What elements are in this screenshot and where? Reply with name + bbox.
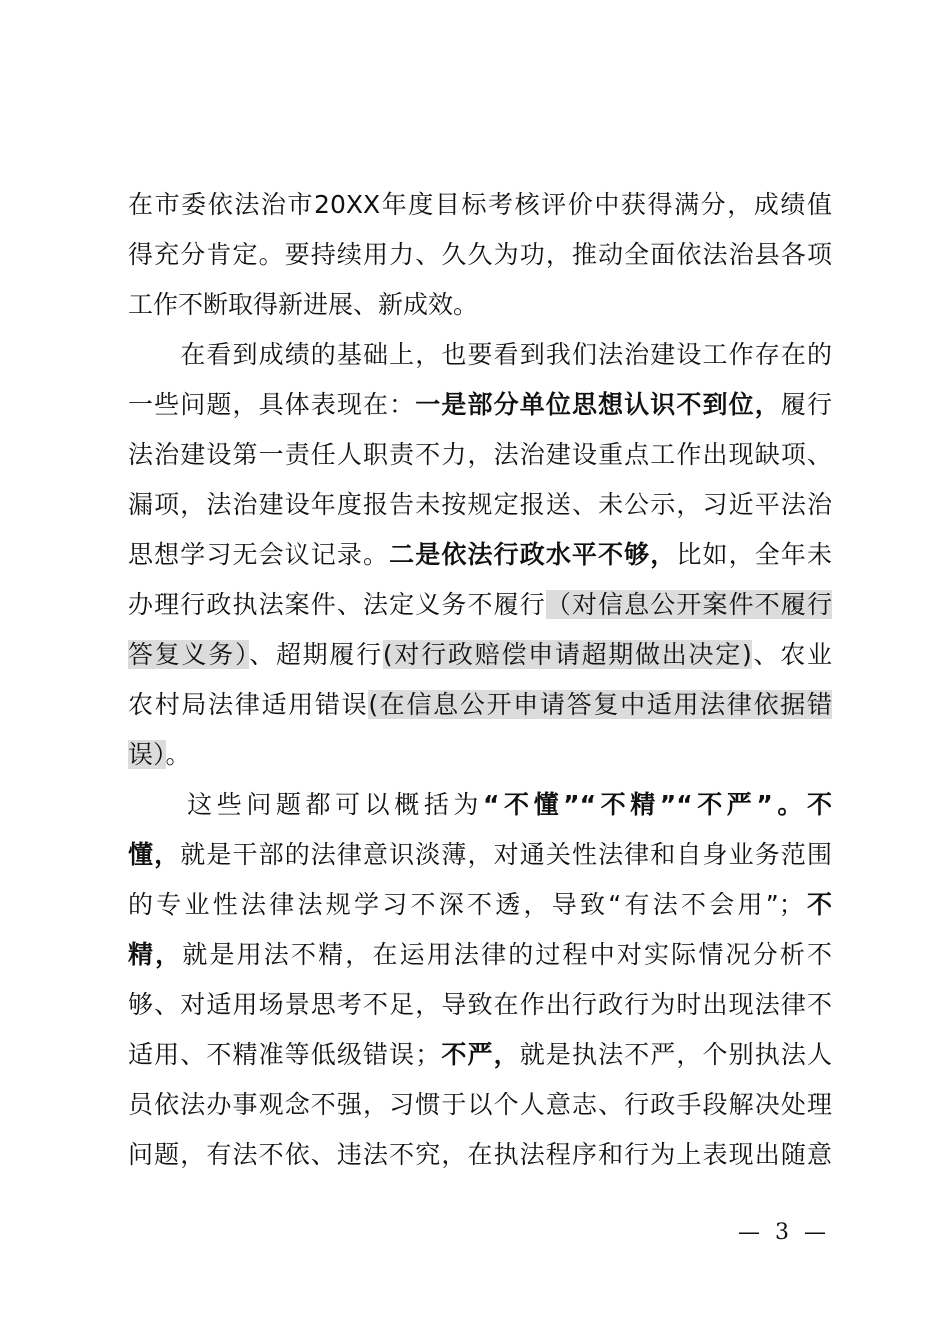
text-segment: 的专业性法律法规学习不深不透，导致“有法不会用”； bbox=[128, 890, 804, 919]
text-segment: 问题，有法不依、违法不究，在执法程序和行为上表现出随意 bbox=[128, 1140, 832, 1169]
highlighted-text: （对信息公开案件不履行 bbox=[545, 590, 832, 619]
text-line bbox=[128, 230, 832, 280]
highlighted-text: 答复义务） bbox=[128, 640, 250, 669]
text-line bbox=[128, 280, 832, 330]
text-line bbox=[128, 380, 832, 430]
text-line bbox=[128, 480, 832, 530]
text-segment: 就是执法不严，个别执法人 bbox=[519, 1040, 832, 1069]
text-line bbox=[128, 330, 832, 380]
bold-text: 精， bbox=[128, 940, 183, 969]
text-line bbox=[128, 180, 832, 230]
text-line bbox=[128, 1080, 832, 1130]
bold-text: 一是部分单位思想认识不到位， bbox=[415, 390, 781, 419]
text-line bbox=[128, 830, 832, 880]
text-segment: 够、对适用场景思考不足，导致在作出行政行为时出现法律不 bbox=[128, 990, 832, 1019]
bold-text: 不严， bbox=[440, 1040, 520, 1069]
text-line bbox=[128, 730, 832, 780]
text-segment: 得充分肯定。要持续用力、久久为功，推动全面依法治县各项 bbox=[128, 240, 832, 269]
text-segment: 这些问题都可以概括为 bbox=[128, 790, 483, 819]
text-segment: 办理行政执法案件、法定义务不履行 bbox=[128, 590, 546, 619]
text-segment: 在市委依法治市20XX年度目标考核评价中获得满分，成绩值 bbox=[128, 190, 832, 219]
text-line bbox=[128, 530, 832, 580]
text-line bbox=[128, 430, 832, 480]
highlighted-text: (对行政赔偿申请超期做出决定) bbox=[382, 640, 752, 669]
text-segment: 农村局法律适用错误 bbox=[128, 690, 369, 719]
bold-text: “不懂”“不精”“不严”。不 bbox=[483, 790, 832, 819]
text-line bbox=[128, 580, 832, 630]
text-segment: 适用、不精准等低级错误； bbox=[128, 1040, 441, 1069]
page-number: — 3 — bbox=[738, 1220, 830, 1245]
text-segment: 比如，全年未 bbox=[676, 540, 832, 569]
text-segment: 就是用法不精，在运用法律的过程中对实际情况分析不 bbox=[182, 940, 832, 969]
bold-text: 不 bbox=[803, 890, 832, 919]
text-segment: 员依法办事观念不强，习惯于以个人意志、行政手段解决处理 bbox=[128, 1090, 832, 1119]
document-body bbox=[128, 180, 832, 1180]
highlighted-text: (在信息公开申请答复中适用法律依据错 bbox=[368, 690, 832, 719]
text-line bbox=[128, 680, 832, 730]
text-segment: 在看到成绩的基础上，也要看到我们法治建设工作存在的 bbox=[128, 340, 832, 369]
text-line bbox=[128, 930, 832, 980]
text-line bbox=[128, 980, 832, 1030]
text-segment: 一些问题，具体表现在： bbox=[128, 390, 416, 419]
bold-text: 懂， bbox=[128, 840, 181, 869]
text-segment: 思想学习无会议记录。 bbox=[128, 540, 390, 569]
text-line bbox=[128, 1030, 832, 1080]
text-line bbox=[128, 1130, 832, 1180]
text-segment: 就是干部的法律意识淡薄，对通关性法律和自身业务范围 bbox=[180, 840, 832, 869]
text-line bbox=[128, 880, 832, 930]
text-segment: 、超期履行 bbox=[249, 640, 383, 669]
text-segment: 工作不断取得新进展、新成效。 bbox=[128, 290, 479, 319]
text-line bbox=[128, 780, 832, 830]
text-line bbox=[128, 630, 832, 680]
bold-text: 二是依法行政水平不够， bbox=[389, 540, 677, 569]
highlighted-text: 误） bbox=[128, 740, 166, 769]
text-segment: 、农业 bbox=[751, 640, 832, 669]
text-segment: 漏项，法治建设年度报告未按规定报送、未公示，习近平法治 bbox=[128, 490, 832, 519]
text-segment: 履行 bbox=[780, 390, 832, 419]
text-segment: 。 bbox=[165, 740, 191, 769]
text-segment: 法治建设第一责任人职责不力，法治建设重点工作出现缺项、 bbox=[128, 440, 832, 469]
